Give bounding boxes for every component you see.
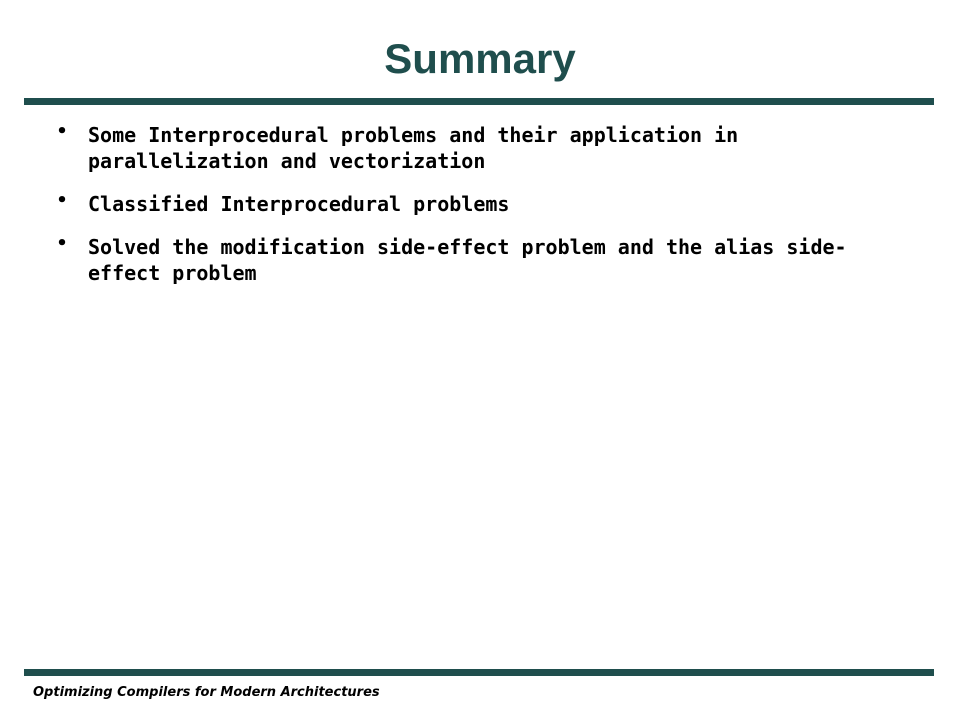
bullet-line: Some Interprocedural problems and their application in — [88, 123, 739, 147]
bullet-line: parallelization and vectorization — [88, 149, 486, 173]
title-divider — [24, 98, 934, 105]
slide-title: Summary — [384, 35, 576, 82]
footer-divider — [24, 669, 934, 676]
bullet-dot-icon: • — [56, 233, 68, 254]
bullet-line: Classified Interprocedural problems — [88, 192, 510, 216]
bullet-item — [56, 122, 926, 174]
bullet-list — [56, 122, 926, 303]
bullet-item — [56, 234, 926, 286]
bullet-line: Solved the modification side-effect problem and the alias side- — [88, 235, 847, 259]
bullet-line: effect problem — [88, 261, 257, 285]
bullet-dot-icon: • — [56, 121, 68, 142]
bullet-item — [56, 191, 926, 217]
bullet-dot-icon: • — [56, 190, 68, 211]
footer-text: Optimizing Compilers for Modern Architectures — [33, 685, 380, 700]
